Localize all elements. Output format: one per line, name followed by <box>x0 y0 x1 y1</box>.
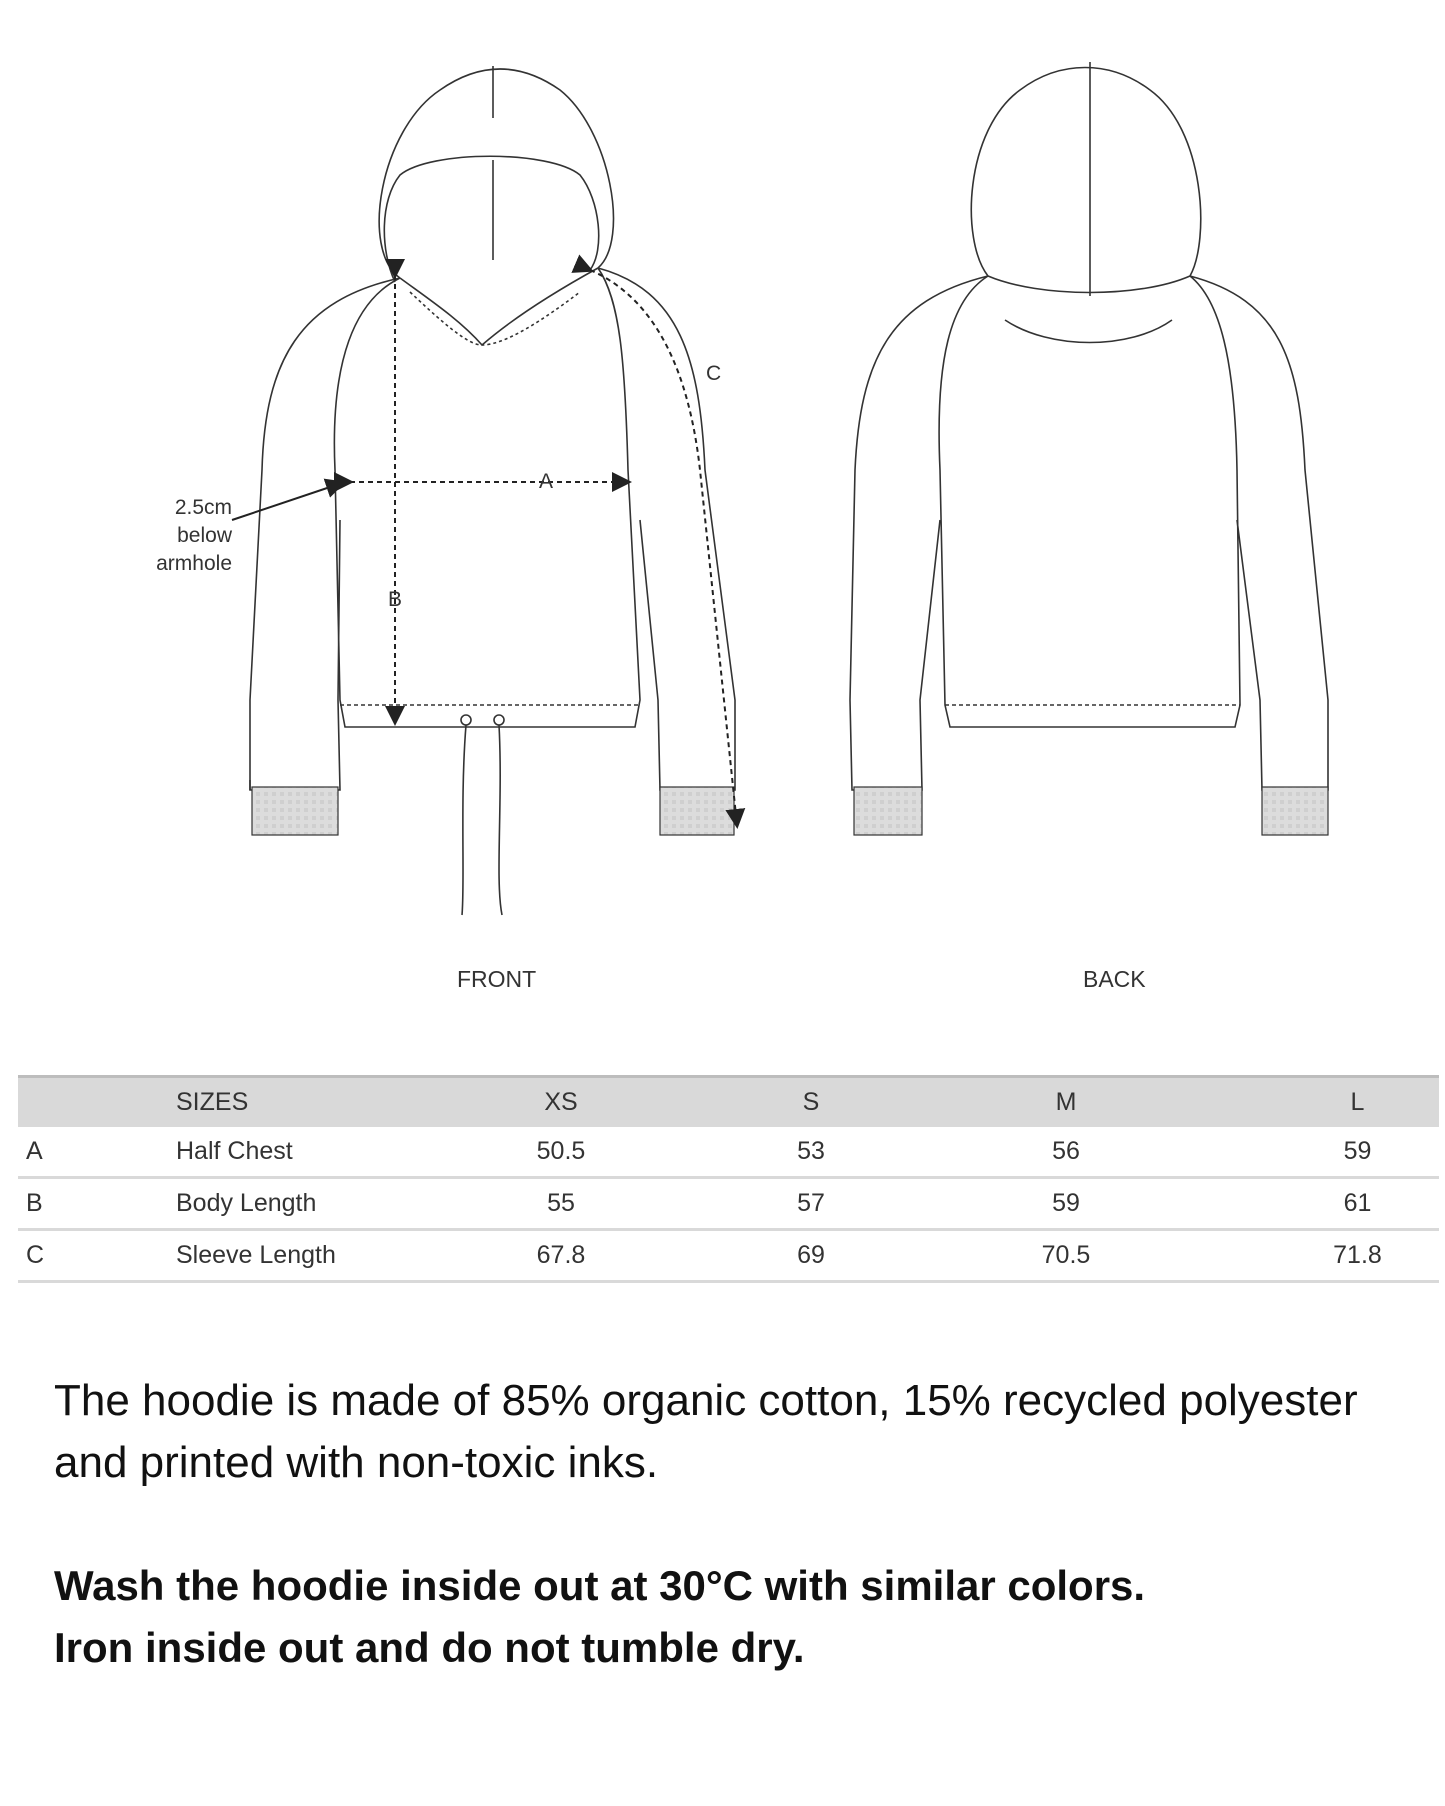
row-key: A <box>26 1137 43 1165</box>
cell-s: 57 <box>797 1189 825 1217</box>
armhole-note-line1: 2.5cm below <box>174 496 232 547</box>
table-row <box>18 1178 1439 1230</box>
cell-xs: 55 <box>547 1189 575 1217</box>
front-body-outline <box>334 268 640 727</box>
cell-l: 61 <box>1343 1189 1372 1217</box>
care-instruction-iron: Iron inside out and do not tumble dry. <box>54 1624 805 1671</box>
row-name: Body Length <box>176 1189 317 1217</box>
header-m: M <box>1055 1088 1077 1116</box>
cell-l: 59 <box>1343 1137 1372 1165</box>
measure-b-label: B <box>388 588 403 611</box>
cell-l: 71.8 <box>1333 1241 1382 1269</box>
header-l: L <box>1350 1088 1365 1116</box>
header-xs: XS <box>544 1088 578 1116</box>
table-row <box>18 1127 1439 1178</box>
back-right-sleeve <box>1190 276 1328 790</box>
cell-m: 59 <box>1052 1189 1080 1217</box>
material-description: The hoodie is made of 85% organic cotton, 15% recycled polyester and printed with non-toxic inks. <box>54 1376 1358 1487</box>
back-body-outline <box>939 276 1240 727</box>
cell-xs: 67.8 <box>536 1241 586 1269</box>
care-instruction-wash: Wash the hoodie inside out at 30°C with similar colors. <box>54 1562 1146 1609</box>
measure-a-label: A <box>539 470 554 493</box>
front-left-cuff <box>252 787 338 835</box>
measure-c-label: C <box>706 362 722 385</box>
back-view-label: BACK <box>1083 966 1146 992</box>
cell-xs: 50.5 <box>536 1137 586 1165</box>
size-table <box>18 1075 1439 1283</box>
front-hood-opening <box>384 156 598 282</box>
header-sizes: SIZES <box>176 1088 249 1116</box>
row-name: Half Chest <box>176 1137 293 1165</box>
back-left-cuff <box>854 787 922 835</box>
cell-s: 53 <box>797 1137 825 1165</box>
header-s: S <box>802 1088 820 1116</box>
armhole-note <box>116 494 232 578</box>
table-row <box>18 1230 1439 1282</box>
header-key <box>18 1077 176 1128</box>
back-left-sleeve <box>850 276 988 790</box>
size-table-header <box>18 1077 1439 1128</box>
back-hoodie <box>850 62 1328 790</box>
row-key: C <box>26 1241 45 1269</box>
cell-m: 70.5 <box>1041 1241 1091 1269</box>
armhole-note-line2: armhole <box>156 552 232 575</box>
cell-s: 69 <box>797 1241 825 1269</box>
front-left-sleeve <box>250 278 403 790</box>
row-key: B <box>26 1189 43 1217</box>
front-right-cuff <box>660 787 734 835</box>
back-right-cuff <box>1262 787 1328 835</box>
cell-m: 56 <box>1052 1137 1080 1165</box>
row-name: Sleeve Length <box>176 1241 336 1269</box>
armhole-pointer <box>232 483 342 520</box>
back-hood-outline <box>971 68 1200 277</box>
front-view-label: FRONT <box>457 966 537 992</box>
